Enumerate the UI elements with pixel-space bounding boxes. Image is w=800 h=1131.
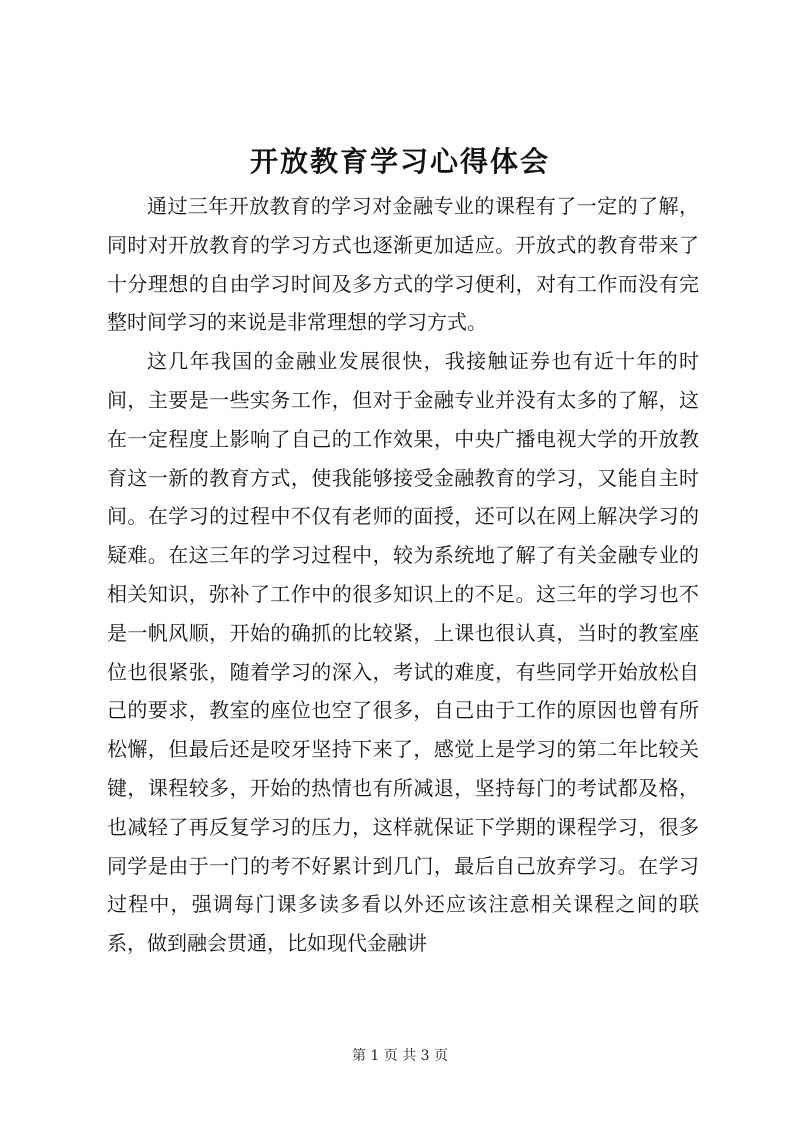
page-title: 开放教育学习心得体会	[249, 145, 550, 178]
page-number-footer: 第 1 页 共 3 页	[351, 1048, 449, 1064]
document-body	[107, 187, 699, 963]
paragraph-1: 通过三年开放教育的学习对金融专业的课程有了一定的了解，同时对开放教育的学习方式也逐渐更加适应。开放式的教育带来了十分理想的自由学习时间及多方式的学习便利，对有工作而没有完整时间学习的来说是非常理想的学习方式。	[107, 194, 699, 335]
paragraph-2: 这几年我国的金融业发展很快，我接触证券也有近十年的时间，主要是一些实务工作，但对于金融专业并没有太多的了解，这在一定程度上影响了自己的工作效果，中央广播电视大学的开放教育这一新的教育方式，使我能够接受金融教育的学习，又能自主时间。在学习的过程中不仅有老师的面授，还可以在网上解决学习的疑难。在这三年的学习过程中，较为系统地了解了有关金融专业的相关知识，弥补了工作中的很多知识上的不足。这三年的学习也不是一帆风顺，开始的确抓的比较紧，上课也很认真，当时的教室座位也很紧张，随着学习的深入，考试的难度，有些同学开始放松自己的要求，教室的座位也空了很多，自己由于工作的原因也曾有所松懈，但最后还是咬牙坚持下来了，感觉上是学习的第二年比较关键，课程较多，开始的热情也有所减退，坚持每门的考试都及格，也减轻了再反复学习的压力，这样就保证下学期的课程学习，很多同学是由于一门的考不好累计到几门，最后自己放弃学习。在学习过程中，强调每门课多读多看以外还应该注意相关课程之间的联系，做到融会贯通，比如现代金融讲	[107, 349, 699, 956]
